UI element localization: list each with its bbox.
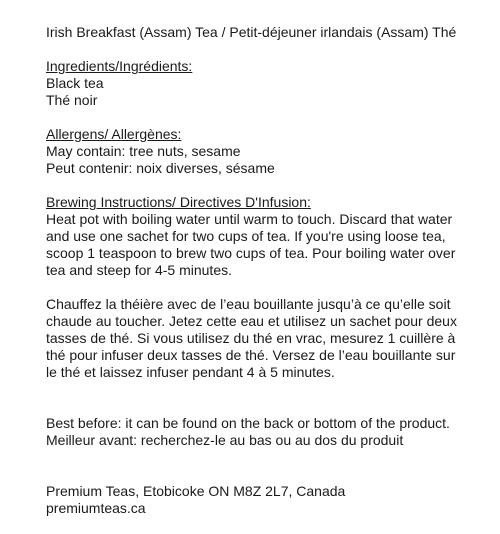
brewing-en-line: tea and steep for 4-5 minutes. xyxy=(46,262,232,278)
ingredient-line: Thé noir xyxy=(46,92,98,108)
brewing-heading: Brewing Instructions/ Directives D'Infusion: xyxy=(46,194,311,210)
brewing-fr-line: tasses de thé. Si vous utilisez du thé en vrac, mesurez 1 cuillère à xyxy=(46,330,456,346)
allergen-line: Peut contenir: noix diverses, sésame xyxy=(46,160,275,176)
best-before-line: Meilleur avant: recherchez-le au bas ou au dos du produit xyxy=(46,432,404,448)
brewing-fr-line: chaude au toucher. Jetez cette eau et utilisez un sachet pour deux xyxy=(46,313,457,329)
ingredients-section xyxy=(46,58,486,109)
ingredients-heading: Ingredients/Ingrédients: xyxy=(46,58,193,74)
brewing-section-fr xyxy=(46,296,486,381)
brewing-fr-line: le thé et laissez infuser pendant 4 à 5 minutes. xyxy=(46,364,335,380)
ingredient-line: Black tea xyxy=(46,75,104,91)
best-before-line: Best before: it can be found on the back or bottom of the product. xyxy=(46,415,450,431)
company-website: premiumteas.ca xyxy=(46,500,146,516)
company-address: Premium Teas, Etobicoke ON M8Z 2L7, Canada xyxy=(46,483,346,499)
best-before-section xyxy=(46,415,486,449)
brewing-en-line: and use one sachet for two cups of tea. If you're using loose tea, xyxy=(46,228,446,244)
allergen-line: May contain: tree nuts, sesame xyxy=(46,143,241,159)
brewing-section-en xyxy=(46,194,486,279)
allergens-section xyxy=(46,126,486,177)
company-section xyxy=(46,483,486,517)
label-document xyxy=(46,24,486,534)
brewing-fr-line: thé pour infuser deux tasses de thé. Versez de l’eau bouillante sur xyxy=(46,347,456,363)
brewing-en-line: Heat pot with boiling water until warm to touch. Discard that water xyxy=(46,211,453,227)
product-title: Irish Breakfast (Assam) Tea / Petit-déjeuner irlandais (Assam) Thé xyxy=(46,24,457,40)
allergens-heading: Allergens/ Allergènes: xyxy=(46,126,182,142)
brewing-en-line: scoop 1 teaspoon to brew two cups of tea. Pour boiling water over xyxy=(46,245,456,261)
brewing-fr-line: Chauffez la théière avec de l’eau bouillante jusqu’à ce qu’elle soit xyxy=(46,296,451,312)
